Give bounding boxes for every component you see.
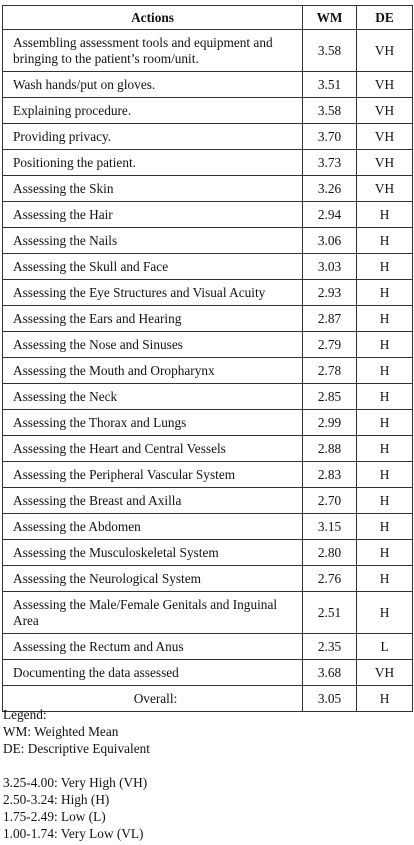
table-row	[3, 592, 413, 634]
de-cell: VH	[357, 660, 413, 686]
action-cell: Assessing the Heart and Central Vessels	[3, 436, 303, 462]
de-cell: L	[357, 634, 413, 660]
de-cell: H	[357, 202, 413, 228]
wm-cell: 2.35	[303, 634, 357, 660]
action-cell: Assessing the Thorax and Lungs	[3, 410, 303, 436]
table-row	[3, 514, 413, 540]
wm-cell: 2.79	[303, 332, 357, 358]
de-cell: VH	[357, 98, 413, 124]
table-body	[3, 30, 413, 712]
table-row	[3, 566, 413, 592]
de-cell: H	[357, 592, 413, 634]
table-row	[3, 228, 413, 254]
legend-title: Legend:	[3, 707, 47, 722]
table-row	[3, 540, 413, 566]
de-cell: H	[357, 462, 413, 488]
action-cell: Assessing the Nose and Sinuses	[3, 332, 303, 358]
action-cell: Assessing the Rectum and Anus	[3, 634, 303, 660]
wm-cell: 2.70	[303, 488, 357, 514]
table-header-row	[3, 6, 413, 30]
action-cell: Assessing the Eye Structures and Visual Acuity	[3, 280, 303, 306]
de-cell: H	[357, 306, 413, 332]
action-cell: Assessing the Skin	[3, 176, 303, 202]
legend-wm: WM: Weighted Mean	[3, 724, 119, 739]
de-cell: H	[357, 254, 413, 280]
action-cell: Assessing the Ears and Hearing	[3, 306, 303, 332]
wm-cell: 3.03	[303, 254, 357, 280]
de-cell: H	[357, 358, 413, 384]
wm-cell: 2.80	[303, 540, 357, 566]
overall-label: Overall:	[3, 686, 303, 712]
de-cell: H	[357, 410, 413, 436]
action-cell: Assessing the Musculoskeletal System	[3, 540, 303, 566]
action-cell: Explaining procedure.	[3, 98, 303, 124]
wm-cell: 2.51	[303, 592, 357, 634]
wm-cell: 3.73	[303, 150, 357, 176]
action-cell: Assessing the Breast and Axilla	[3, 488, 303, 514]
header-wm: WM	[303, 6, 357, 30]
wm-cell: 2.88	[303, 436, 357, 462]
table-row	[3, 306, 413, 332]
table-row	[3, 332, 413, 358]
action-cell: Positioning the patient.	[3, 150, 303, 176]
wm-cell: 3.26	[303, 176, 357, 202]
de-cell: VH	[357, 176, 413, 202]
table-row	[3, 150, 413, 176]
de-cell: H	[357, 566, 413, 592]
action-cell: Assessing the Mouth and Oropharynx	[3, 358, 303, 384]
legend-scale-l: 1.75-2.49: Low (L)	[3, 809, 106, 824]
table-row	[3, 660, 413, 686]
table-row	[3, 410, 413, 436]
wm-cell: 3.06	[303, 228, 357, 254]
de-cell: H	[357, 488, 413, 514]
table-row	[3, 634, 413, 660]
results-table-container	[2, 5, 412, 712]
wm-cell: 2.94	[303, 202, 357, 228]
wm-cell: 2.76	[303, 566, 357, 592]
wm-cell: 2.93	[303, 280, 357, 306]
de-cell: VH	[357, 150, 413, 176]
legend-spacer	[3, 757, 150, 774]
table-row	[3, 72, 413, 98]
de-cell: H	[357, 228, 413, 254]
de-cell: H	[357, 514, 413, 540]
header-actions: Actions	[3, 6, 303, 30]
de-cell: VH	[357, 124, 413, 150]
wm-cell: 3.15	[303, 514, 357, 540]
action-cell: Assessing the Skull and Face	[3, 254, 303, 280]
header-de: DE	[357, 6, 413, 30]
wm-cell: 2.99	[303, 410, 357, 436]
table-row	[3, 254, 413, 280]
table-row	[3, 176, 413, 202]
table-row	[3, 488, 413, 514]
action-cell: Documenting the data assessed	[3, 660, 303, 686]
de-cell: H	[357, 280, 413, 306]
table-row	[3, 202, 413, 228]
legend-scale-vl: 1.00-1.74: Very Low (VL)	[3, 826, 144, 841]
action-cell: Assessing the Male/Female Genitals and Inguinal Area	[3, 592, 303, 634]
legend-scale-h: 2.50-3.24: High (H)	[3, 792, 110, 807]
table-row	[3, 462, 413, 488]
wm-cell: 2.83	[303, 462, 357, 488]
wm-cell: 3.68	[303, 660, 357, 686]
overall-wm: 3.05	[303, 686, 357, 712]
table-row	[3, 98, 413, 124]
table-row	[3, 358, 413, 384]
wm-cell: 3.58	[303, 30, 357, 72]
results-table	[2, 5, 413, 712]
de-cell: VH	[357, 30, 413, 72]
legend-de: DE: Descriptive Equivalent	[3, 741, 150, 756]
action-cell: Assembling assessment tools and equipment and bringing to the patient’s room/unit.	[3, 30, 303, 72]
legend-scale-vh: 3.25-4.00: Very High (VH)	[3, 775, 148, 790]
de-cell: H	[357, 540, 413, 566]
wm-cell: 2.85	[303, 384, 357, 410]
wm-cell: 3.58	[303, 98, 357, 124]
wm-cell: 2.78	[303, 358, 357, 384]
table-row	[3, 384, 413, 410]
action-cell: Assessing the Abdomen	[3, 514, 303, 540]
table-row	[3, 280, 413, 306]
action-cell: Assessing the Nails	[3, 228, 303, 254]
de-cell: VH	[357, 72, 413, 98]
action-cell: Wash hands/put on gloves.	[3, 72, 303, 98]
wm-cell: 2.87	[303, 306, 357, 332]
action-cell: Assessing the Neck	[3, 384, 303, 410]
table-row	[3, 124, 413, 150]
action-cell: Assessing the Neurological System	[3, 566, 303, 592]
de-cell: H	[357, 332, 413, 358]
wm-cell: 3.51	[303, 72, 357, 98]
de-cell: H	[357, 436, 413, 462]
table-row	[3, 436, 413, 462]
action-cell: Assessing the Hair	[3, 202, 303, 228]
overall-de: H	[357, 686, 413, 712]
action-cell: Providing privacy.	[3, 124, 303, 150]
table-row	[3, 30, 413, 72]
action-cell: Assessing the Peripheral Vascular System	[3, 462, 303, 488]
wm-cell: 3.70	[303, 124, 357, 150]
de-cell: H	[357, 384, 413, 410]
legend	[3, 706, 150, 842]
